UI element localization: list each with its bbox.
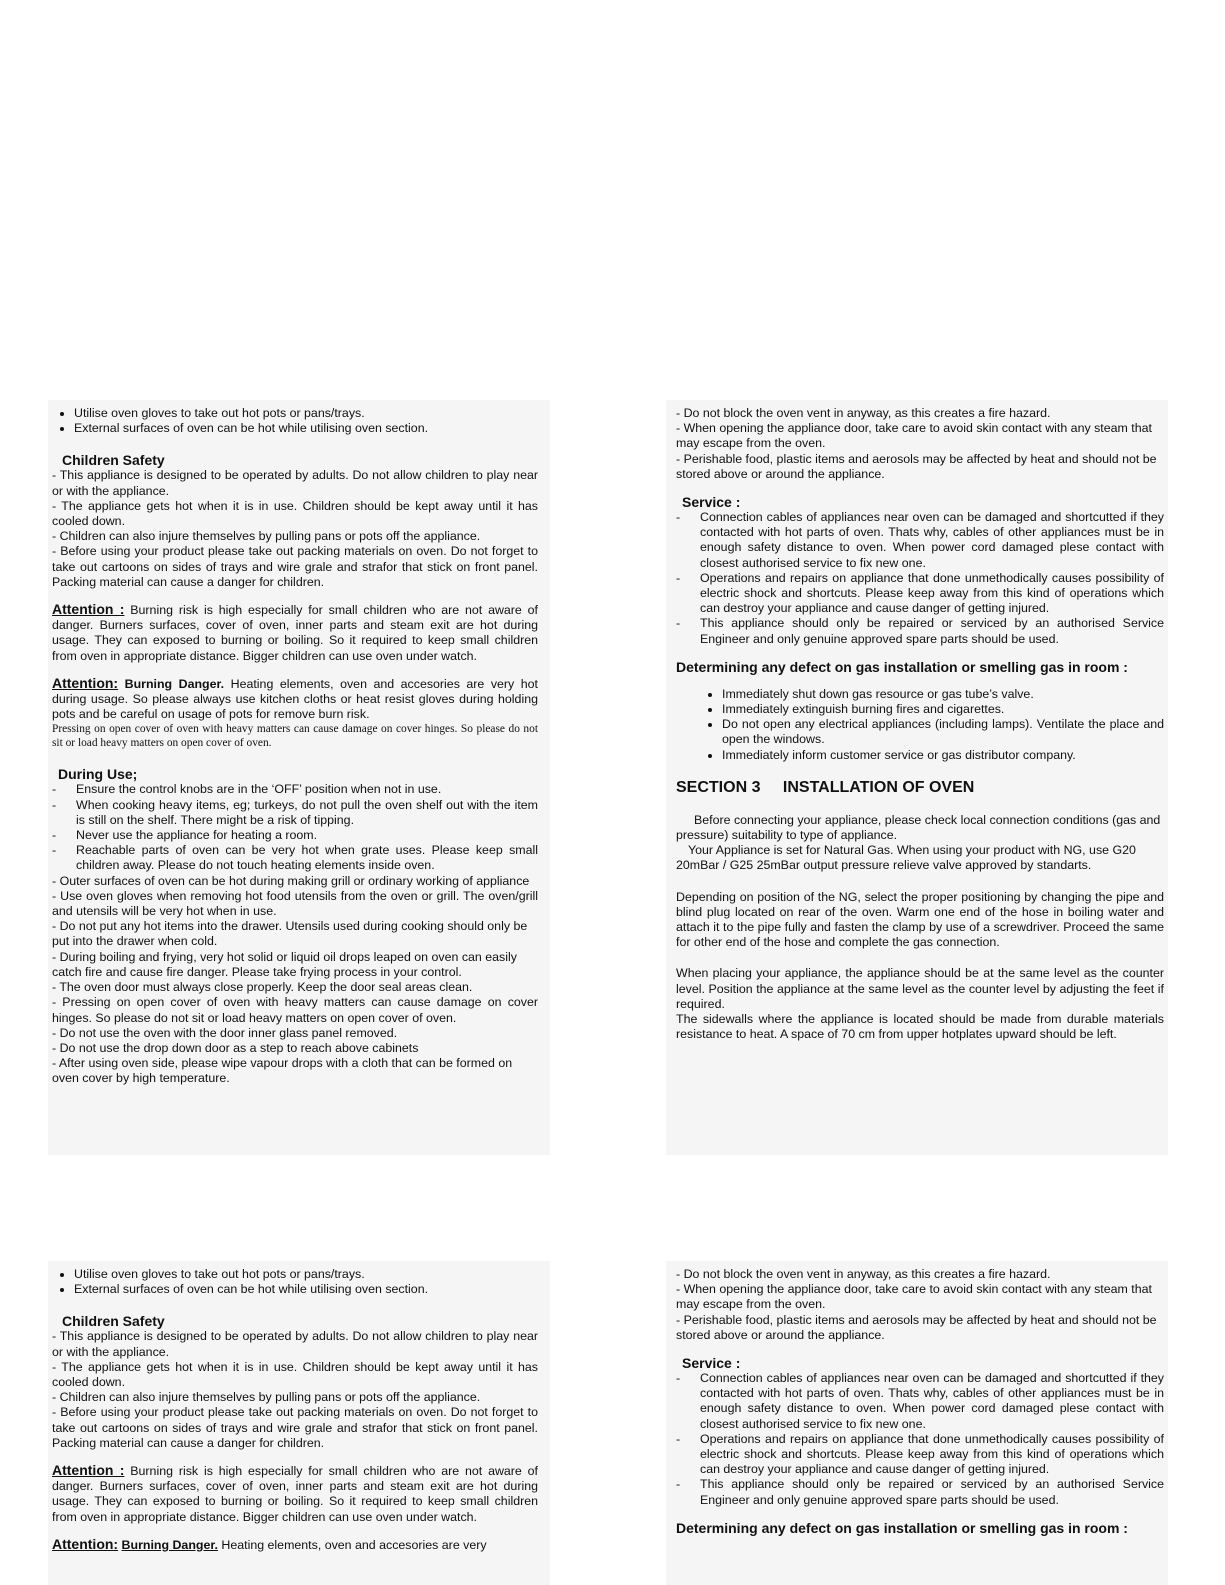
defect-heading: Determining any defect on gas installation or smelling gas in room : — [676, 658, 1128, 675]
during-use-item: - Use oven gloves when removing hot food utensils from the oven or grill. The oven/grill and utensils will be very hot when in use. — [52, 888, 538, 919]
service-item: - Connection cables of appliances near oven can be damaged and shortcutted if they contacted with hot parts of oven. Thats why, cables of other appliances must be in enough safety distance to oven. When power cord damaged plese contact with closest authorised service to fix new one. — [676, 510, 1164, 570]
safety-item: - The appliance gets hot when it is in use. Children should be kept away until it has cooled down. — [52, 1359, 538, 1390]
safety-item: - This appliance is designed to be operated by adults. Do not allow children to play near or with the appliance. — [52, 468, 538, 498]
attention-label: Attention: — [52, 674, 119, 691]
safety-item: - Before using your product please take out packing materials on oven. Do not forget to take out cartoons on sides of trays and wire grale and strafor that stick on front panel. Packing material can cause a danger for children. — [52, 1405, 538, 1450]
attention-text: Heating elements, oven and accesories are very hot during usage. So please always use kitchen cloths or heat resist gloves during holding pots and be careful on usage of pots for remove burn risk. — [52, 676, 538, 722]
bullet-item: • Utilise oven gloves to take out hot pots or pans/trays. — [74, 406, 538, 421]
during-use-heading: During Use; — [58, 766, 138, 783]
service-heading: Service : — [682, 494, 741, 511]
service-heading: Service : — [682, 1355, 741, 1372]
defect-item: • Immediately extinguish burning fires and cigarettes. — [722, 702, 1164, 717]
during-use-item: - Pressing on open cover of oven with heavy matters can cause damage on cover hinges. So please do not sit or load heavy matters on open cover of oven. — [52, 995, 538, 1025]
safety-item: - Children can also injure themselves by pulling pans or pots off the appliance. — [52, 529, 481, 544]
defect-bullets — [676, 687, 1164, 763]
install-paragraph: Depending on position of the NG, select the proper positioning by changing the pipe and blind plug located on rear of the oven. Warm one end of the hose in boiling water and attach it to the pipe fully and fasten the clamp by use of a screwdriver. Proceed the same for other end of the hose and complete the gas connection. — [676, 889, 1164, 950]
attention-bold: Burning Danger. — [121, 1537, 218, 1552]
service-item: - This appliance should only be repaired or serviced by an authorised Service Engineer and only genuine approved spare parts should be used. — [676, 616, 1164, 646]
attention-text: Burning risk is high especially for small children who are not aware of danger. Burners surfaces, cover of oven, inner parts and steam exit are hot during usage. They can exposed to burning or boiling. So it required to keep small children from oven in appropriate distance. Bigger children can use oven under watch. — [52, 1464, 539, 1524]
attention-label: Attention : — [52, 601, 125, 618]
glove-bullets — [52, 406, 538, 436]
glove-bullets — [52, 1267, 538, 1297]
defect-item: • Do not open any electrical appliances (including lamps). Ventilate the place and open the windows. — [722, 717, 1164, 747]
defect-item: • Immediately inform customer service or gas distributor company. — [722, 748, 1164, 763]
section-title: INSTALLATION OF OVEN — [782, 778, 975, 796]
children-safety-heading: Children Safety — [62, 1313, 165, 1330]
during-use-item: - When cooking heavy items, eg; turkeys, do not pull the oven shelf out with the item is still on the shelf. There might be a risk of tipping. — [52, 797, 538, 827]
section-heading — [676, 779, 1164, 797]
service-item: - Connection cables of appliances near oven can be damaged and shortcutted if they contacted with hot parts of oven. Thats why, cables of other appliances must be in enough safety distance to oven. When power cord damaged plese contact with closest authorised service to fix new one. — [676, 1371, 1164, 1431]
attention-label: Attention: — [52, 1535, 119, 1552]
install-paragraph: The sidewalls where the appliance is located should be made from durable materials resistance to heat. A space of 70 cm from upper hotplates upward should be left. — [676, 1012, 1164, 1042]
bottom-left-page — [48, 1261, 550, 1585]
top-right-page — [666, 400, 1168, 1155]
during-use-item: - Do not use the drop down door as a step to reach above cabinets — [52, 1040, 419, 1055]
hazard-item: - Perishable food, plastic items and aerosols may be affected by heat and should not be stored above or around the appliance. — [676, 1312, 1157, 1342]
attention-text: Burning risk is high especially for small children who are not aware of danger. Burners surfaces, cover of oven, inner parts and steam exit are hot during usage. They can exposed to burning or boiling. So it required to keep small children from oven in appropriate distance. Bigger children can use oven under watch. — [52, 603, 539, 663]
safety-item: - This appliance is designed to be operated by adults. Do not allow children to play near or with the appliance. — [52, 1329, 538, 1359]
attention-label: Attention : — [52, 1462, 125, 1479]
defect-item: • Immediately shut down gas resource or gas tube’s valve. — [722, 687, 1164, 702]
bullet-item: • Utilise oven gloves to take out hot pots or pans/trays. — [74, 1267, 538, 1282]
during-use-item: - The oven door must always close properly. Keep the door seal areas clean. — [52, 980, 473, 995]
during-use-item: - After using oven side, please wipe vapour drops with a cloth that can be formed on oven cover by high temperature. — [52, 1056, 513, 1086]
during-use-item: - Reachable parts of oven can be very hot when grate uses. Please keep small children away. Please do not touch heating elements inside oven. — [52, 843, 538, 873]
safety-item: - Children can also injure themselves by pulling pans or pots off the appliance. — [52, 1390, 481, 1405]
during-use-item: - Do not put any hot items into the drawer. Utensils used during cooking should only be put into the drawer when cold. — [52, 919, 528, 949]
attention-paragraph — [52, 602, 538, 664]
during-use-item: - Outer surfaces of oven can be hot during making grill or ordinary working of appliance — [52, 873, 530, 888]
bullet-item: • External surfaces of oven can be hot while utilising oven section. — [74, 421, 538, 436]
top-left-page — [48, 400, 550, 1155]
attention-paragraph — [52, 1537, 538, 1553]
children-safety-heading: Children Safety — [62, 452, 165, 469]
hazard-item: - Do not block the oven vent in anyway, as this creates a fire hazard. — [676, 1267, 1051, 1281]
bottom-right-page — [666, 1261, 1168, 1585]
attention-bold: Burning Danger. — [124, 676, 225, 691]
bullet-item: • External surfaces of oven can be hot while utilising oven section. — [74, 1282, 538, 1297]
install-paragraph: Your Appliance is set for Natural Gas. When using your product with NG, use G20 20mBar / G25 25mBar output pressure relieve valve approved by standarts. — [676, 843, 1136, 873]
service-item: - Operations and repairs on appliance that done unmethodically causes possibility of electric shock and shortcuts. Please keep away from this kind of operations which can destroy your appliance and cause danger of getting injured. — [676, 1431, 1164, 1477]
during-use-item: - Ensure the control knobs are in the ‘OFF’ position when not in use. — [52, 782, 442, 797]
section-number: SECTION 3 — [676, 778, 761, 796]
safety-item: - Before using your product please take out packing materials on oven. Do not forget to take out cartoons on sides of trays and wire grale and strafor that stick on front panel. Packing material can cause a danger for children. — [52, 544, 538, 589]
install-paragraph: Before connecting your appliance, please check local connection conditions (gas and pressure) suitability to type of appliance. — [676, 812, 1161, 843]
install-paragraph: When placing your appliance, the appliance should be at the same level as the counter level. Position the appliance at the same level as the counter level by adjusting the feet if required. — [676, 966, 1164, 1011]
service-item: - This appliance should only be repaired or serviced by an authorised Service Engineer and only genuine approved spare parts should be used. — [676, 1477, 1164, 1507]
serif-note: Pressing on open cover of oven with heavy matters can cause damage on cover hinges. So please do not sit or load heavy matters on open cover of oven. — [52, 723, 538, 750]
hazard-item: - Perishable food, plastic items and aerosols may be affected by heat and should not be stored above or around the appliance. — [676, 451, 1157, 481]
during-use-item: - During boiling and frying, very hot solid or liquid oil drops leaped on oven can easily catch fire and cause fire danger. Please take frying process in your control. — [52, 949, 517, 979]
hazard-item: - When opening the appliance door, take care to avoid skin contact with any steam that may escape from the oven. — [676, 1282, 1152, 1312]
attention-text: Heating elements, oven and accesories are very — [221, 1537, 487, 1552]
defect-heading: Determining any defect on gas installation or smelling gas in room : — [676, 1519, 1128, 1536]
hazard-item: - Do not block the oven vent in anyway, as this creates a fire hazard. — [676, 406, 1051, 420]
attention-paragraph — [52, 676, 538, 723]
during-use-item: - Never use the appliance for heating a room. — [52, 828, 318, 843]
safety-item: - The appliance gets hot when it is in use. Children should be kept away until it has cooled down. — [52, 498, 538, 529]
hazard-item: - When opening the appliance door, take care to avoid skin contact with any steam that may escape from the oven. — [676, 421, 1152, 451]
service-item: - Operations and repairs on appliance that done unmethodically causes possibility of electric shock and shortcuts. Please keep away from this kind of operations which can destroy your appliance and cause danger of getting injured. — [676, 570, 1164, 616]
during-use-item: - Do not use the oven with the door inner glass panel removed. — [52, 1025, 398, 1040]
attention-paragraph — [52, 1463, 538, 1525]
